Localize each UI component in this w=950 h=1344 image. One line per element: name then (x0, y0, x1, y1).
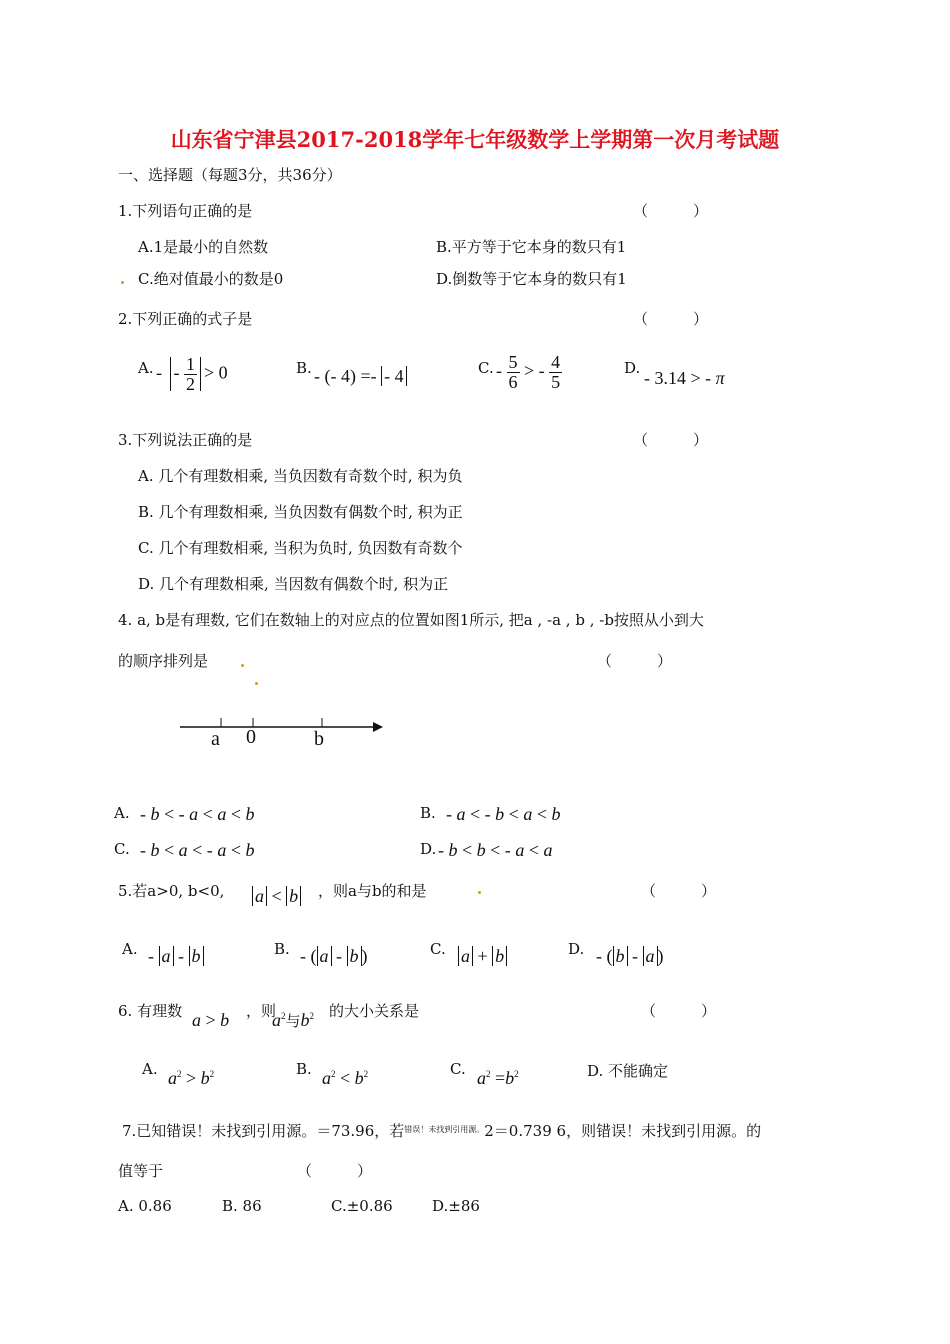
q4-stem-line1: 4. a, b是有理数, 它们在数轴上的对应点的位置如图1所示, 把a , -a , b , -b按照从小到大 (118, 611, 704, 629)
q1-option-b: B.平方等于它本身的数只有1 (436, 238, 627, 256)
q2-stem: 2.下列正确的式子是 (118, 310, 253, 328)
q4-option-b-formula: - a < - b < a < b (446, 804, 561, 824)
q3-answer-paren: （ ） (633, 431, 709, 449)
q2-option-c-label: C. (478, 359, 494, 377)
q4-option-d-formula: - b < b < - a < a (438, 840, 553, 860)
axis-label-zero: 0 (246, 726, 256, 748)
stray-dot (255, 682, 258, 685)
q6-option-a-label: A. (142, 1060, 158, 1078)
q4-option-a-formula: - b < - a < a < b (140, 804, 255, 824)
q7-stem-line2: 值等于 (118, 1162, 164, 1180)
axis-label-b: b (314, 728, 324, 750)
q4-option-a-label: A. (114, 804, 130, 822)
q4-stem-line2: 的顺序排列是 (118, 652, 209, 670)
q4-option-b-label: B. (420, 804, 436, 822)
q6-option-a-formula: $a^2 > b^2$ (168, 1068, 215, 1088)
number-line-figure (175, 710, 390, 750)
axis-label-a: a (211, 728, 220, 750)
stray-dot (478, 891, 481, 894)
q3-option-c: C. 几个有理数相乘, 当积为负时, 负因数有奇数个 (138, 539, 463, 557)
q5-option-a-formula: - a - b (148, 946, 204, 967)
q6-stem-end: 的大小关系是 (329, 1002, 420, 1020)
number-line-arrow (373, 722, 383, 732)
q1-option-d: D.倒数等于它本身的数只有1 (436, 270, 627, 288)
q2-option-c-formula: - $\frac{5}{6}$ > - $\frac{4}{5}$ (496, 352, 561, 392)
q3-option-d: D. 几个有理数相乘, 当因数有偶数个时, 积为正 (138, 575, 449, 593)
q6-option-c-label: C. (450, 1060, 466, 1078)
q4-option-d-label: D. (420, 840, 437, 858)
q4-option-c-formula: - b < a < - a < b (140, 840, 255, 860)
q2-option-a-formula: - - $\frac{1}{2}$ > 0 (156, 354, 228, 394)
q2-option-d-label: D. (624, 359, 641, 377)
q2-answer-paren: （ ） (633, 310, 709, 328)
q2-option-d-formula: - 3.14 > - π (644, 368, 725, 388)
stray-dot (241, 664, 244, 667)
q5-stem-end: ，则a与b的和是 (318, 882, 427, 900)
q7-stem-line1: 7.已知错误！未找到引用源。＝73.96，若$^{错误!未找到引用源。}$2＝0.739 6，则错误！未找到引用源。的 (122, 1122, 762, 1140)
q7-option-d: D.±86 (432, 1197, 480, 1215)
q5-option-c-formula: a + b (458, 946, 507, 967)
q6-option-d: D. 不能确定 (587, 1062, 669, 1080)
q5-option-b-label: B. (274, 940, 290, 958)
q3-stem: 3.下列说法正确的是 (118, 431, 253, 449)
q5-option-d-formula: - ( b - a ) (596, 946, 664, 966)
q6-answer-paren: （ ） (641, 1002, 717, 1020)
q6-option-b-label: B. (296, 1060, 312, 1078)
q1-answer-paren: （ ） (633, 202, 709, 220)
q7-option-b: B. 86 (222, 1197, 262, 1215)
q5-answer-paren: （ ） (641, 882, 717, 900)
q6-stem: 6. 有理数 (118, 1002, 183, 1020)
page-title: 山东省宁津县2017-2018学年七年级数学上学期第一次月考试题 (170, 127, 780, 152)
q1-stem: 1.下列语句正确的是 (118, 202, 253, 220)
q3-option-a: A. 几个有理数相乘, 当负因数有奇数个时, 积为负 (138, 467, 463, 485)
q6-condition-formula: a > b (192, 1010, 230, 1030)
q2-option-b-label: B. (296, 359, 312, 377)
q6-option-c-formula: $a^2 =b^2$ (477, 1068, 519, 1088)
q5-condition-formula: a < b (252, 886, 301, 907)
q5-option-b-formula: - ( a - b ) (300, 946, 368, 966)
q5-option-c-label: C. (430, 940, 446, 958)
q4-answer-paren: （ ） (597, 652, 673, 670)
q1-option-c: C.绝对值最小的数是0 (138, 270, 284, 288)
q5-option-a-label: A. (122, 940, 138, 958)
q7-answer-paren: （ ） (297, 1162, 373, 1180)
q6-compare-formula: $a^2$与$b^2$ (272, 1010, 315, 1030)
q7-option-c: C.±0.86 (331, 1197, 393, 1215)
q4-option-c-label: C. (114, 840, 130, 858)
q2-option-b-formula: - (- 4) =- - 4 (314, 366, 407, 387)
section-heading: 一、选择题（每题3分，共36分） (118, 166, 342, 184)
q2-option-a-label: A. (138, 359, 154, 377)
stray-dot (121, 281, 124, 284)
q1-option-a: A.1是最小的自然数 (138, 238, 269, 256)
q6-option-b-formula: $a^2 < b^2$ (322, 1068, 369, 1088)
q6-stem-mid: ，则 (246, 1002, 277, 1020)
q5-option-d-label: D. (568, 940, 585, 958)
q7-option-a: A. 0.86 (118, 1197, 172, 1215)
q5-stem: 5.若a>0, b<0, (118, 882, 225, 900)
q3-option-b: B. 几个有理数相乘, 当负因数有偶数个时, 积为正 (138, 503, 463, 521)
